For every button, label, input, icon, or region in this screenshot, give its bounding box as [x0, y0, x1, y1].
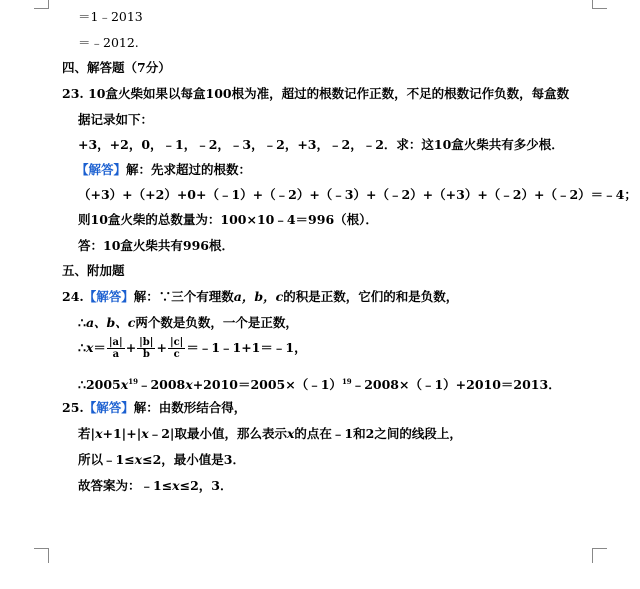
text: 的积是正数，它们的和是负数，: [283, 289, 459, 304]
answer-tag: 【解答】: [76, 162, 127, 177]
answer-23-calculation: （+3）+（+2）+0+（﹣1）+（﹣2）+（﹣3）+（﹣2）+（+3）+（﹣2）+（﹣2）＝﹣4；: [78, 187, 637, 202]
answer-24-line-4: [78, 374, 561, 393]
fraction-numerator: |a|: [108, 337, 123, 348]
fraction-c: [168, 337, 185, 360]
question-23-text-b: 据记录如下：: [78, 112, 154, 127]
fraction-a: [107, 337, 125, 360]
text: ﹣2008×（﹣1）+2010＝2013．: [351, 377, 561, 393]
text: 故答案为：﹣1≤: [78, 478, 173, 493]
text: ∴2005: [78, 377, 121, 393]
variable-x: x: [120, 377, 129, 393]
variable-x: x: [172, 478, 180, 493]
answer-tag: 【解答】: [83, 400, 134, 415]
therefore-symbol: ∴: [78, 340, 86, 355]
answer-23-total: 则10盒火柴的总数量为：100×10﹣4＝996（根）．: [78, 212, 378, 227]
answer-25-line-3: [78, 452, 245, 468]
answer-tag: 【解答】: [83, 289, 134, 304]
question-24-number: 24.: [62, 289, 84, 304]
answer-23-final: 答：10盒火柴共有996根．: [78, 238, 234, 253]
question-25-number: 25.: [62, 400, 84, 415]
calc-line-2: ＝﹣2012.: [78, 35, 139, 50]
result: ＝﹣1﹣1+1＝﹣1，: [186, 340, 307, 355]
variables: a、b、c: [85, 315, 136, 330]
fraction-numerator: |b|: [139, 337, 154, 348]
variable-x: x: [286, 426, 295, 441]
exponent: 19: [341, 377, 352, 386]
exponent: 19: [128, 377, 138, 386]
text: 的点在﹣1和2之间的线段上，: [294, 426, 462, 441]
text: ﹣2008: [137, 377, 186, 393]
answer-25-line-4: [78, 478, 233, 494]
variable-x: x: [95, 426, 103, 441]
corner-mark-top-right: [592, 0, 607, 9]
fraction-b: [137, 337, 155, 360]
text: 若|: [78, 426, 96, 441]
answer-25-line-2: [78, 426, 462, 442]
therefore-symbol: ∴: [78, 315, 86, 330]
fraction-denominator: b: [142, 349, 150, 360]
answer-25-line-1: [62, 400, 246, 416]
answer-23-intro: 解：先求超过的根数：: [126, 162, 252, 177]
answer-23-header: [76, 162, 251, 178]
text: 解：由数形结合得，: [133, 400, 247, 415]
section-four-heading: 四、解答题（7分）: [62, 60, 171, 75]
question-23-text-a: 23. 10盒火柴如果以每盒100根为准，超过的根数记作正数，不足的根数记作负数，每盒数: [62, 86, 570, 101]
text: 解：∵三个有理数: [133, 289, 234, 304]
fraction-denominator: c: [173, 349, 180, 360]
corner-mark-bottom-right: [592, 548, 607, 563]
text: +1|+|: [102, 426, 142, 441]
variable-x: x: [85, 340, 94, 355]
plus: +: [125, 340, 137, 355]
question-23-data: +3，+2，0，﹣1，﹣2，﹣3，﹣2，+3，﹣2，﹣2．求：这10盒火柴共有多少根．: [78, 137, 564, 152]
text: ﹣2|取最小值，那么表示: [148, 426, 287, 441]
text: 两个数是负数，一个是正数，: [135, 315, 298, 330]
corner-mark-bottom-left: [34, 548, 49, 563]
answer-24-line-2: [78, 315, 298, 331]
text: ≤2，最小值是3．: [142, 452, 245, 467]
variable-x: x: [134, 452, 143, 467]
answer-24-line-3: [78, 336, 307, 360]
calc-line-1: ＝1﹣2013: [78, 9, 143, 24]
answer-24-line-1: [62, 289, 458, 305]
fraction-numerator: |c|: [169, 337, 184, 348]
variable-x: x: [185, 377, 193, 393]
variables: a，b，c: [233, 289, 284, 304]
text: 所以﹣1≤: [78, 452, 135, 467]
plus: +: [156, 340, 167, 355]
corner-mark-top-left: [34, 0, 49, 9]
section-five-heading: 五、附加题: [62, 263, 125, 278]
fraction-denominator: a: [112, 349, 120, 360]
equals: ＝: [93, 340, 106, 355]
text: +2010＝2005×（﹣1）: [192, 377, 342, 393]
variable-x: x: [141, 426, 149, 441]
text: ≤2，3．: [179, 478, 233, 493]
